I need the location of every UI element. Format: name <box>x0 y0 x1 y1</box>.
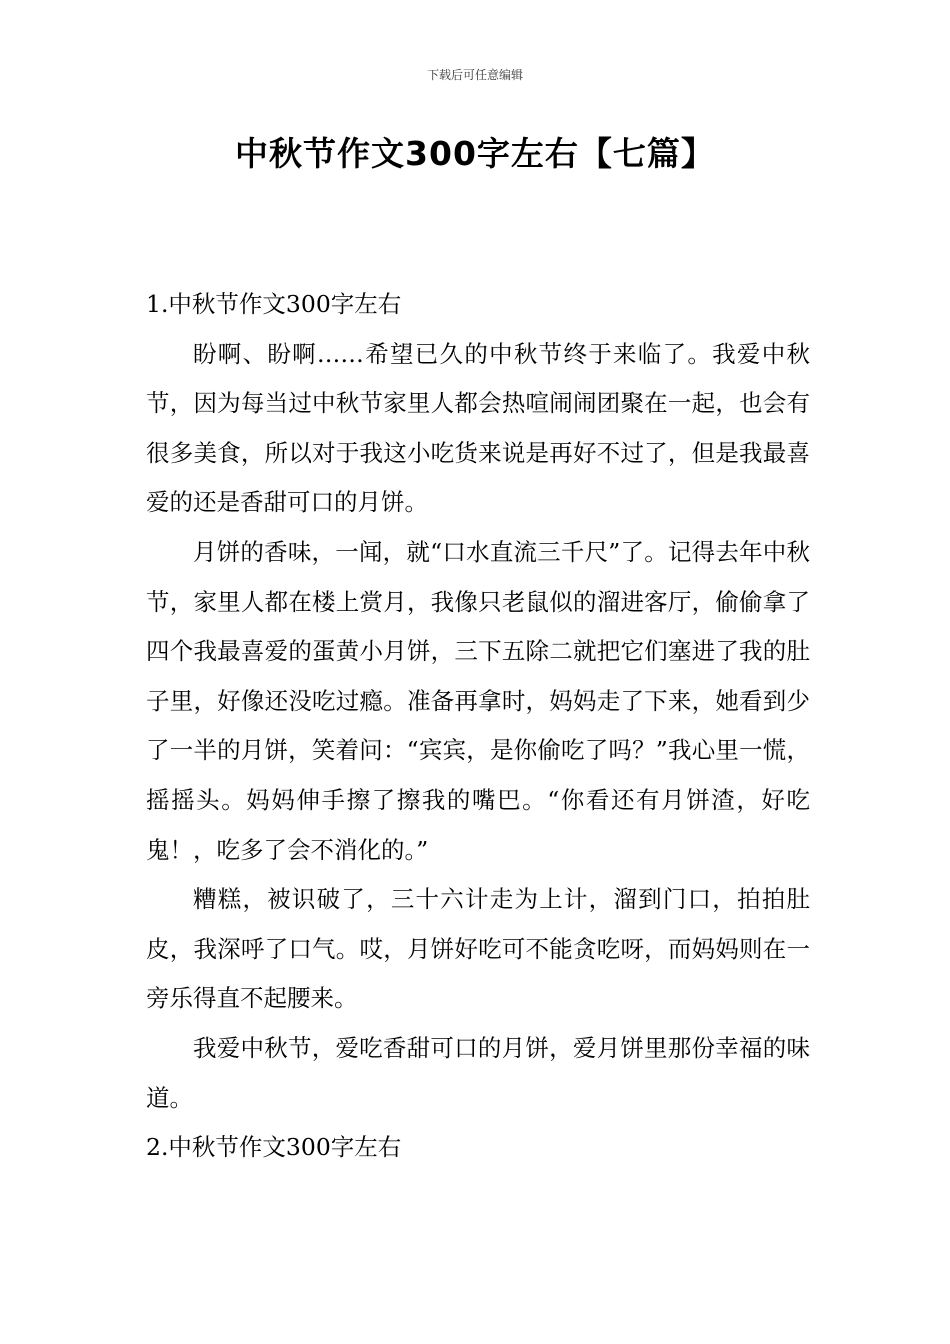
paragraph: 糟糕，被识破了，三十六计走为上计，溜到门口，拍拍肚皮，我深呼了口气。哎，月饼好吃可不能贪吃呀，而妈妈则在一旁乐得直不起腰来。 <box>146 885 810 1013</box>
section-heading-1: 1.中秋节作文300字左右 <box>146 290 402 318</box>
header-note: 下载后可任意编辑 <box>426 68 523 82</box>
document-body <box>146 280 810 1173</box>
paragraph: 盼啊、盼啊……希望已久的中秋节终于来临了。我爱中秋节，因为每当过中秋节家里人都会热喧闹闹团聚在一起，也会有很多美食，所以对于我这小吃货来说是再好不过了，但是我最喜爱的还是香甜可口的月饼。 <box>146 339 810 517</box>
paragraph: 月饼的香味，一闻，就“口水直流三千尺”了。记得去年中秋节，家里人都在楼上赏月，我像只老鼠似的溜进客厅，偷偷拿了四个我最喜爱的蛋黄小月饼，三下五除二就把它们塞进了我的肚子里，好像还没吃过瘾。准备再拿时，妈妈走了下来，她看到少了一半的月饼，笑着问：“宾宾，是你偷吃了吗？”我心里一慌，摇摇头。妈妈伸手擦了擦我的嘴巴。“你看还有月饼渣，好吃鬼！，吃多了会不消化的。” <box>146 537 810 864</box>
document-title: 中秋节作文300字左右【七篇】 <box>235 134 715 173</box>
paragraph: 我爱中秋节，爱吃香甜可口的月饼，爱月饼里那份幸福的味道。 <box>146 1033 810 1112</box>
section-heading-2: 2.中秋节作文300字左右 <box>146 1133 402 1162</box>
